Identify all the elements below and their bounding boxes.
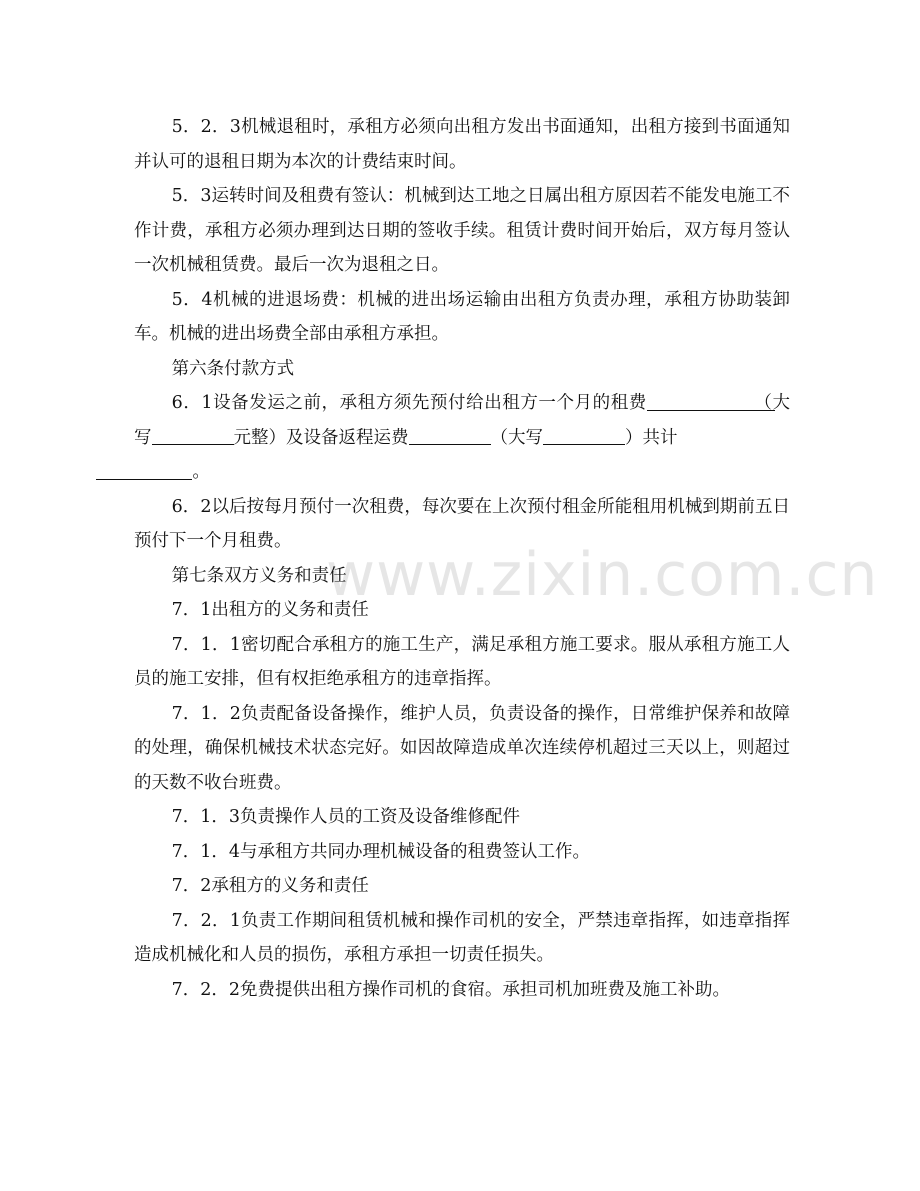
clause-5-4: 5．4机械的进退场费：机械的进出场运输由出租方负责办理，承租方协助装卸车。机械的进出场费全部由承租方承担。 xyxy=(134,289,790,344)
clause-6-1 xyxy=(134,386,790,490)
clause-6-1-text-c: 元整）及设备返程运费 xyxy=(233,427,409,448)
clause-7-1-1: 7．1．1密切配合承租方的施工生产，满足承租方施工要求。服从承租方施工人员的施工安排，但有权拒绝承租方的违章指挥。 xyxy=(134,634,790,689)
document-body xyxy=(134,110,790,1007)
clause-6-1-text-b: （大写 xyxy=(134,393,790,448)
article-6-heading: 第六条付款方式 xyxy=(171,358,295,379)
clause-6-1-text-e: ）共计 xyxy=(625,427,678,448)
clause-7-2: 7．2承租方的义务和责任 xyxy=(171,876,369,896)
clause-7-2-1: 7．2．1负责工作期间租赁机械和操作司机的安全，严禁违章指挥，如违章指挥造成机械化和人员的损伤，承租方承担一切责任损失。 xyxy=(134,910,790,965)
rent-uppercase-blank xyxy=(152,426,234,445)
clause-5-3: 5．3运转时间及租费有签认：机械到达工地之日属出租方原因若不能发电施工不作计费，承租方必须办理到达日期的签收手续。租赁计费时间开始后，双方每月签认一次机械租赁费。最后一次为退租之日。 xyxy=(134,186,790,275)
clause-6-1-text-d: （大写 xyxy=(490,427,543,448)
clause-5-2-3: 5．2．3机械退租时，承租方必须向出租方发出书面通知，出租方接到书面通知并认可的退租日期为本次的计费结束时间。 xyxy=(134,117,790,172)
return-freight-blank xyxy=(409,426,491,445)
watermark: www.zixin.com.cn xyxy=(326,540,879,610)
clause-7-1-3: 7．1．3负责操作人员的工资及设备维修配件 xyxy=(171,807,521,827)
freight-uppercase-blank xyxy=(543,426,625,445)
total-amount-blank xyxy=(96,460,192,479)
clause-7-1-4: 7．1．4与承租方共同办理机械设备的租费签认工作。 xyxy=(171,841,591,862)
clause-6-2: 6．2以后按每月预付一次租费，每次要在上次预付租金所能租用机械到期前五日预付下一个月租费。 xyxy=(134,496,790,551)
clause-7-1-2: 7．1．2负责配备设备操作，维护人员，负责设备的操作，日常维护保养和故障的处理，确保机械技术状态完好。如因故障造成单次连续停机超过三天以上，则超过的天数不收台班费。 xyxy=(134,703,790,793)
clause-7-2-2: 7．2．2免费提供出租方操作司机的食宿。承担司机加班费及施工补助。 xyxy=(171,979,731,1000)
clause-6-1-text-f: 。 xyxy=(192,462,210,482)
article-7-heading: 第七条双方义务和责任 xyxy=(171,565,347,586)
clause-6-1-text-a: 6．1设备发运之前，承租方须先预付给出租方一个月的租费 xyxy=(171,393,647,413)
clause-7-1: 7．1出租方的义务和责任 xyxy=(171,600,369,620)
